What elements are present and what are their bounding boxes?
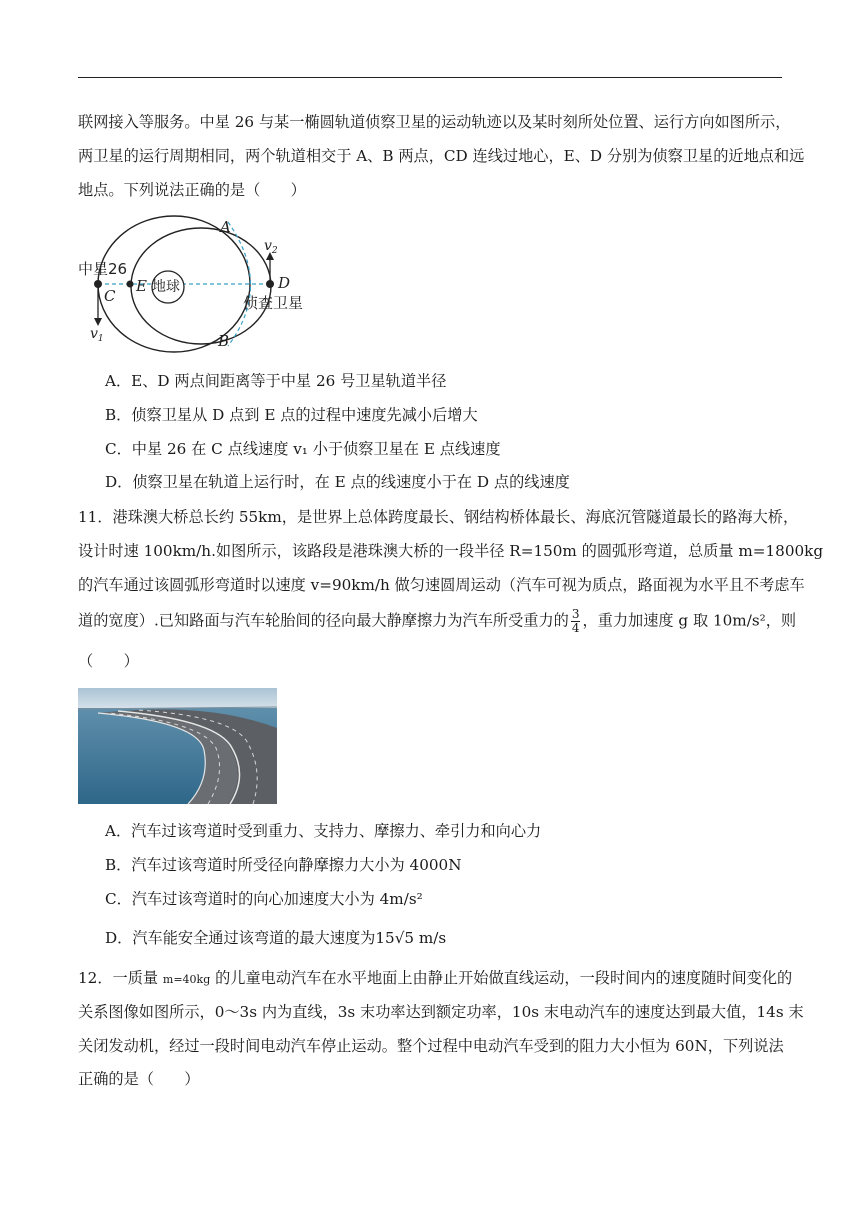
point-E [127, 281, 134, 288]
bridge-photo [78, 688, 277, 804]
q12-text-line-3: 关闭发动机，经过一段时间电动汽车停止运动。整个过程中电动汽车受到的阻力大小恒为 60N，下列说法 [78, 1037, 784, 1055]
q12-text-line-1 [78, 968, 792, 990]
q11-text-line-2: 设计时速 100km/h.如图所示，该路段是港珠澳大桥的一段半径 R=150m 的圆弧形弯道，总质量 m=1800kg [78, 542, 824, 560]
q11-text-line-1: 11．港珠澳大桥总长约 55km，是世界上总体跨度最长、钢结构桥体最长、海底沉管隧道最长的路海大桥， [78, 508, 799, 526]
q10-text-line-2: 两卫星的运行周期相同，两个轨道相交于 A、B 两点，CD 连线过地心，E、D 分别为侦察卫星的近地点和远 [78, 147, 805, 165]
q10-option-a: A．E、D 两点间距离等于中星 26 号卫星轨道半径 [105, 372, 447, 390]
q11-text-line-4 [78, 608, 796, 635]
q11-line4-post: ，重力加速度 g 取 10m/s²，则 [582, 611, 797, 630]
label-sat: 中星26 [78, 260, 128, 278]
q12-text-line-4: 正确的是（ ） [78, 1070, 200, 1088]
q10-option-b: B．侦察卫星从 D 点到 E 点的过程中速度先减小后增大 [105, 406, 478, 424]
label-v2: $v_2$ [264, 238, 278, 256]
q10-text-line-1: 联网接入等服务。中星 26 与某一椭圆轨道侦察卫星的运动轨迹以及某时刻所处位置、运行方向如图所示， [78, 113, 791, 131]
header-rule [78, 77, 782, 78]
q11-option-a: A．汽车过该弯道时受到重力、支持力、摩擦力、牵引力和向心力 [105, 822, 542, 840]
q10-option-d: D．侦察卫星在轨道上运行时，在 E 点的线速度小于在 D 点的线速度 [105, 473, 570, 491]
label-B: B [218, 332, 230, 350]
label-earth: 地球 [152, 279, 180, 295]
q10-text-line-3: 地点。下列说法正确的是（ ） [78, 181, 306, 199]
q12-mass: m=40kg [162, 973, 211, 986]
label-v1: $v_1$ [90, 326, 104, 344]
label-C: C [104, 287, 116, 305]
q12-line1-pre: 12．一质量 [78, 969, 163, 987]
label-A: A [220, 218, 231, 236]
q12-text-line-2: 关系图像如图所示，0～3s 内为直线，3s 末功率达到额定功率，10s 末电动汽车的速度达到最大值，14s 末 [78, 1003, 804, 1021]
label-recon: 侦查卫星 [243, 294, 304, 312]
label-E: E [136, 277, 147, 295]
q11-text-line-5: （ ） [78, 652, 139, 670]
q11-text-line-3: 的汽车通过该圆弧形弯道时以速度 v=90km/h 做匀速圆周运动（汽车可视为质点，路面视为水平且不考虑车 [78, 576, 805, 594]
fraction-three-quarters: $\frac{3}{4}$ [571, 607, 580, 635]
q11-option-d-formula: 15√5 m/s [375, 929, 447, 947]
q10-option-c: C．中星 26 在 C 点线速度 v₁ 小于侦察卫星在 E 点线速度 [105, 440, 501, 458]
orbit-diagram [78, 214, 338, 354]
q11-option-b: B．汽车过该弯道时所受径向静摩擦力大小为 4000N [105, 856, 462, 874]
q11-option-d-text: D．汽车能安全通过该弯道的最大速度为 [105, 929, 376, 947]
q11-line4-pre: 道的宽度）.已知路面与汽车轮胎间的径向最大静摩擦力为汽车所受重力的 [78, 611, 569, 630]
q12-line1-post: 的儿童电动汽车在水平地面上由静止开始做直线运动，一段时间内的速度随时间变化的 [210, 969, 793, 987]
q11-option-d [105, 928, 446, 948]
q11-option-c: C．汽车过该弯道时的向心加速度大小为 4m/s² [105, 890, 423, 908]
label-D: D [278, 274, 291, 292]
